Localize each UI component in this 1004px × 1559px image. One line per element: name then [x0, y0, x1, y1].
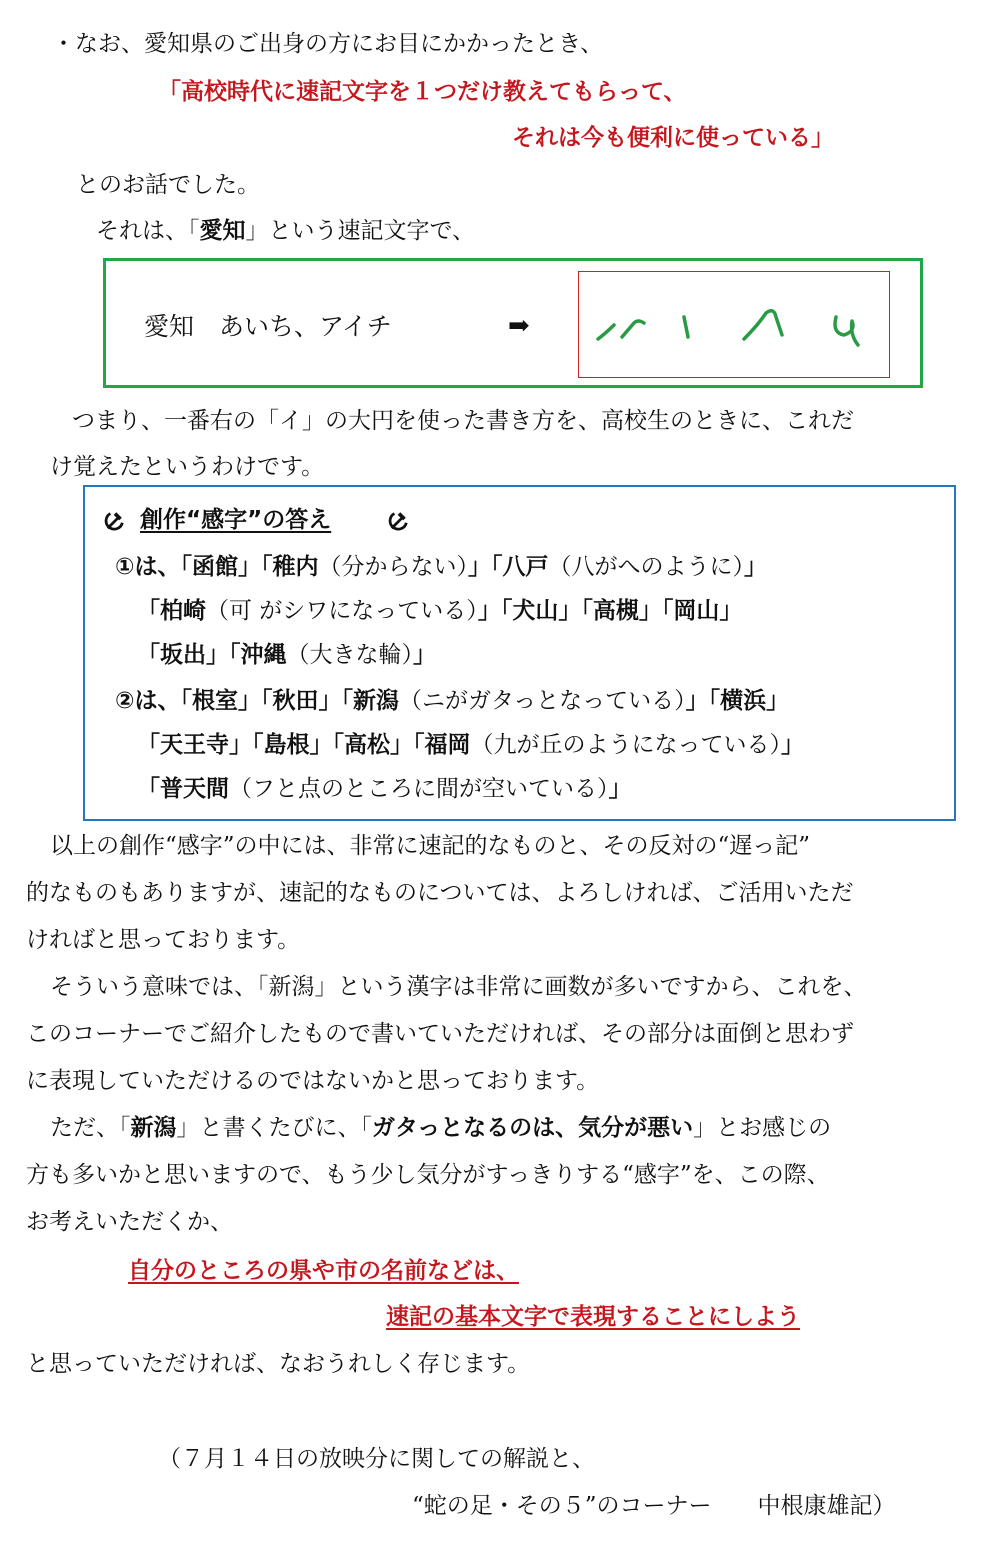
answer-2-f: 」 — [781, 732, 804, 758]
answer-2-line-3 — [137, 774, 632, 804]
body-p1-line-3: ければと思っております。 — [26, 927, 301, 953]
body-p3-d: ガタっとなるのは、気分が悪い — [372, 1115, 694, 1141]
body-p2-line-1: そういう意味では、「新潟」という漢字は非常に画数が多いですから、これを、 — [50, 974, 867, 1000]
body-p1-line-1: 以上の創作“感字”の中には、非常に速記的なものと、その反対の“遅っ記” — [50, 833, 811, 859]
answers-title: 創作“感字”の答え — [140, 507, 332, 533]
explain-line-1: つまり、一番右の「イ」の大円を使った書き方を、高校生のときに、これだ — [72, 408, 854, 434]
body-p2-line-3: に表現していただけるのではないかと思っております。 — [26, 1068, 600, 1094]
shorthand-aichi-glyphs — [580, 273, 888, 376]
answer-1-g: （可 がシワになっている） — [206, 598, 478, 624]
hammer-sickle-icon — [104, 509, 126, 531]
body-p2-line-2: このコーナーでご紹介したもので書いていただければ、その部分は面倒と思わず — [26, 1021, 854, 1047]
body-p3-line-4: と思っていただければ、なおうれしく存じます。 — [26, 1351, 531, 1377]
footer-line-2: “蛇の足・その５”のコーナー 中根康雄記） — [412, 1493, 896, 1519]
answer-2-line-1 — [115, 686, 789, 716]
answer-2-g: 「普天間 — [137, 776, 229, 802]
answer-2-d: 「天王寺」「島根」「高松」「福岡 — [137, 732, 471, 758]
example-label: 愛知 あいち、アイチ — [144, 312, 392, 341]
body-p3-line-1 — [50, 1113, 831, 1143]
quote-line-2: それは今も便利に使っている」 — [512, 125, 834, 151]
answer-2-c: 」「横浜」 — [685, 688, 790, 714]
body-p1-line-2: 的なものもありますが、速記的なものについては、よろしければ、ご活用いただ — [26, 880, 854, 906]
answer-1-i: 「坂出」「沖縄 — [137, 642, 287, 668]
answer-1-k: 」 — [413, 642, 436, 668]
answer-1-h: 」「犬山」「高槻」「岡山」 — [477, 598, 743, 624]
answer-1-c: 」「八戸 — [467, 554, 549, 580]
answer-1-line-1 — [115, 552, 767, 582]
intro-line-3 — [96, 216, 475, 246]
answer-1-d: （八がへのように） — [548, 554, 744, 580]
answer-2-a: ②は、「根室」「秋田」「新潟 — [115, 688, 399, 714]
answer-2-i: 」 — [608, 776, 632, 802]
answer-1-line-2 — [137, 596, 742, 626]
emphasis-line-2: 速記の基本文字で表現することにしよう — [386, 1304, 800, 1330]
aichi-term: 愛知 — [199, 218, 246, 244]
shorthand-stroke-2 — [622, 321, 644, 337]
intro-line-3-c: 」という速記文字で、 — [245, 218, 476, 244]
hammer-sickle-icon — [388, 509, 410, 531]
answer-2-b: （ニがガタっとなっている） — [398, 688, 686, 714]
shorthand-stroke-1 — [598, 325, 614, 339]
body-p3-a: ただ、「 — [50, 1115, 131, 1141]
answer-1-a: ①は、「函館」「稚内 — [115, 554, 319, 580]
shorthand-stroke-4 — [744, 311, 782, 339]
shorthand-stroke-3 — [684, 317, 688, 337]
answer-1-f: 「柏崎 — [137, 598, 206, 624]
answer-1-b: （分からない） — [318, 554, 468, 580]
answer-2-h: （フと点のところに間が空いている） — [229, 776, 609, 802]
quote-line-1: 「高校時代に速記文字を１つだけ教えてもらって、 — [158, 79, 687, 105]
answer-1-e: 」 — [743, 554, 767, 580]
shorthand-stroke-5 — [835, 317, 858, 345]
body-p3-line-2: 方も多いかと思いますので、もう少し気分がすっきりする“感字”を、この際、 — [26, 1162, 830, 1188]
emphasis-line-1: 自分のところの県や市の名前などは、 — [128, 1258, 519, 1284]
body-p3-e: 」とお感じの — [693, 1115, 832, 1141]
answer-1-j: （大きな輪） — [286, 642, 413, 668]
body-p3-line-3: お考えいただくか、 — [26, 1209, 233, 1235]
intro-line-1: ・なお、愛知県のご出身の方にお目にかかったとき、 — [52, 31, 604, 57]
footer-line-1: （７月１４日の放映分に関しての解説と、 — [158, 1446, 595, 1472]
answer-2-e: （九が丘のようになっている） — [470, 732, 781, 758]
intro-line-3-a: それは、「 — [96, 218, 200, 244]
intro-line-2: とのお話でした。 — [76, 172, 260, 198]
answer-2-line-2 — [137, 730, 804, 760]
body-p3-c: 」と書くたびに、「 — [176, 1115, 372, 1141]
arrow-icon: ➡ — [508, 311, 530, 341]
answer-1-line-3 — [137, 640, 436, 670]
explain-line-2: け覚えたというわけです。 — [50, 454, 325, 480]
body-p3-b: 新潟 — [130, 1115, 177, 1141]
